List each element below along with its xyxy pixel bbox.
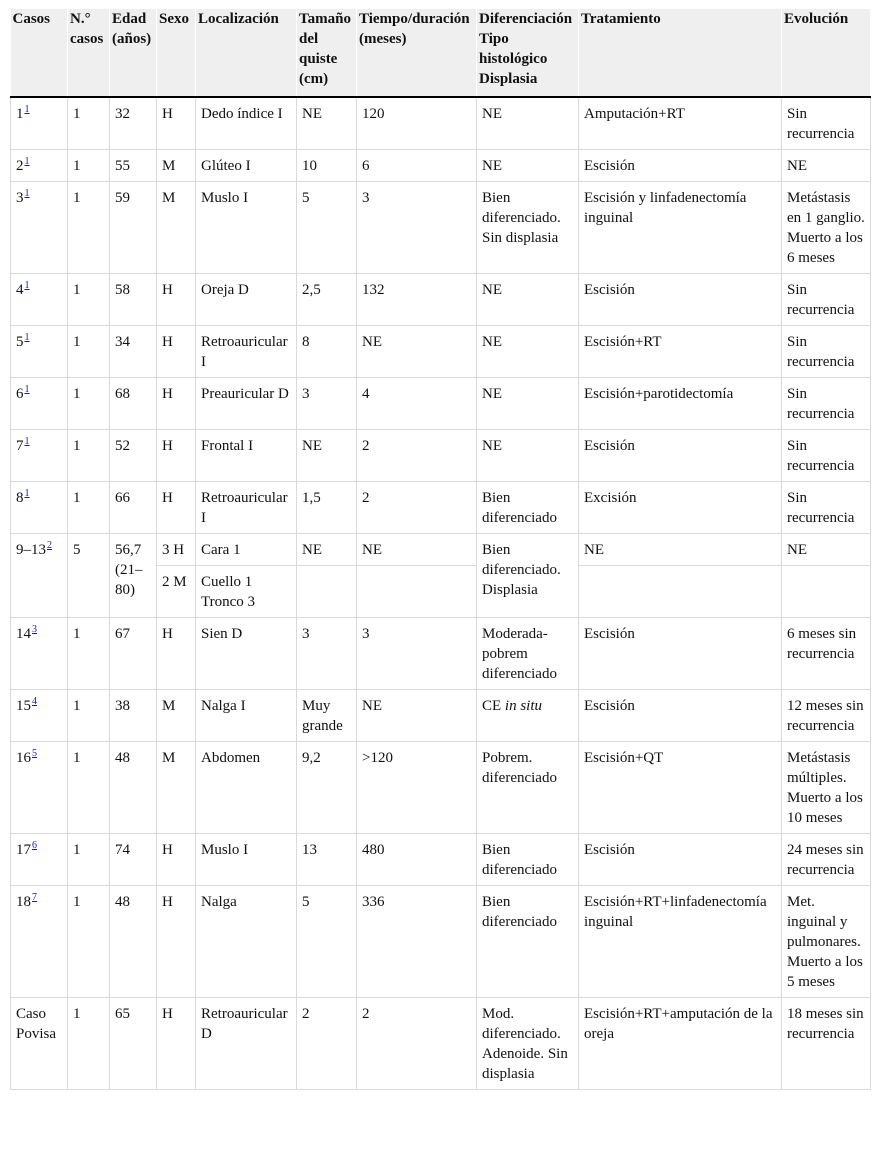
table-row xyxy=(11,97,871,150)
cell-tamano: 1,5 xyxy=(297,482,357,534)
cell-tiempo: 3 xyxy=(357,618,477,690)
reference-link[interactable]: 3 xyxy=(32,624,37,635)
cell-n-casos: 1 xyxy=(68,834,110,886)
case-label: 15 xyxy=(16,698,31,714)
cell-tamano: 2 xyxy=(297,998,357,1090)
table-container xyxy=(10,9,870,1090)
cell-n-casos: 1 xyxy=(68,482,110,534)
cell-evolucion: Sin recurrencia xyxy=(782,274,871,326)
cell-tamano: 13 xyxy=(297,834,357,886)
cell-edad: 48 xyxy=(110,742,157,834)
cell-edad: 38 xyxy=(110,690,157,742)
cell-diferenciacion: Bien diferenciado. Displasia xyxy=(477,534,579,618)
cell-edad: 68 xyxy=(110,378,157,430)
cell-tiempo: 336 xyxy=(357,886,477,998)
cell-tratamiento: Escisión+RT+linfadenectomía inguinal xyxy=(579,886,782,998)
table-row xyxy=(11,886,871,998)
cell-n-casos: 1 xyxy=(68,150,110,182)
cell-evolucion: Sin recurrencia xyxy=(782,326,871,378)
cell-n-casos: 1 xyxy=(68,690,110,742)
cell-tratamiento: Escisión xyxy=(579,618,782,690)
cell-tratamiento: Escisión+RT xyxy=(579,326,782,378)
cell-localizacion: Retroauricular I xyxy=(196,482,297,534)
cell-n-casos: 5 xyxy=(68,534,110,618)
cell-localizacion: Cuello 1 Tronco 3 xyxy=(196,566,297,618)
cell-evolucion: 18 meses sin recurrencia xyxy=(782,998,871,1090)
cell-diferenciacion: Bien diferenciado xyxy=(477,886,579,998)
cell-tiempo: NE xyxy=(357,534,477,566)
case-label: 16 xyxy=(16,750,31,766)
cell-diferenciacion xyxy=(477,690,579,742)
cell-tratamiento: Escisión xyxy=(579,690,782,742)
cell-tamano: 5 xyxy=(297,886,357,998)
cell-sexo: H xyxy=(157,482,196,534)
cell-localizacion: Muslo I xyxy=(196,182,297,274)
cell-sexo: M xyxy=(157,742,196,834)
cell-sexo: H xyxy=(157,618,196,690)
cell-sexo: H xyxy=(157,97,196,150)
case-label: 18 xyxy=(16,894,31,910)
cell-tamano: Muy grande xyxy=(297,690,357,742)
cell-tiempo xyxy=(357,566,477,618)
header-row xyxy=(11,9,871,97)
cell-tratamiento xyxy=(579,566,782,618)
cell-tratamiento: NE xyxy=(579,534,782,566)
case-label: 6 xyxy=(16,386,24,402)
cell-edad: 52 xyxy=(110,430,157,482)
cell-diferenciacion: NE xyxy=(477,97,579,150)
table-row xyxy=(11,534,871,566)
cell-evolucion: NE xyxy=(782,534,871,566)
header-casos: Casos xyxy=(11,9,68,97)
cell-evolucion: Metástasis múltiples. Muerto a los 10 meses xyxy=(782,742,871,834)
cell-tamano: 8 xyxy=(297,326,357,378)
table-row xyxy=(11,834,871,886)
cell-evolucion: NE xyxy=(782,150,871,182)
cell-localizacion: Muslo I xyxy=(196,834,297,886)
reference-link[interactable]: 1 xyxy=(24,280,30,291)
cell-edad: 48 xyxy=(110,886,157,998)
header-diferenciacion: Diferenciación Tipo histológico Displasia xyxy=(477,9,579,97)
cell-evolucion: Sin recurrencia xyxy=(782,97,871,150)
cell-tratamiento: Escisión xyxy=(579,274,782,326)
table-row xyxy=(11,326,871,378)
cell-tamano: 9,2 xyxy=(297,742,357,834)
cell-caso xyxy=(11,378,68,430)
cell-diferenciacion: Moderada-pobrem diferenciado xyxy=(477,618,579,690)
case-label: 8 xyxy=(16,490,24,506)
cell-caso xyxy=(11,886,68,998)
cell-evolucion: Sin recurrencia xyxy=(782,430,871,482)
table-row xyxy=(11,182,871,274)
cell-evolucion: 24 meses sin recurrencia xyxy=(782,834,871,886)
cell-tiempo: NE xyxy=(357,326,477,378)
cell-caso xyxy=(11,274,68,326)
cell-n-casos: 1 xyxy=(68,97,110,150)
cell-edad: 56,7 (21–80) xyxy=(110,534,157,618)
cell-diferenciacion: Bien diferenciado xyxy=(477,834,579,886)
cell-localizacion: Abdomen xyxy=(196,742,297,834)
cell-localizacion: Oreja D xyxy=(196,274,297,326)
header-n-casos: N.° casos xyxy=(68,9,110,97)
table-row xyxy=(11,690,871,742)
reference-link[interactable]: 7 xyxy=(32,892,37,903)
case-label: 3 xyxy=(16,190,24,206)
cell-sexo: H xyxy=(157,886,196,998)
cell-n-casos: 1 xyxy=(68,274,110,326)
cell-edad: 66 xyxy=(110,482,157,534)
cell-n-casos: 1 xyxy=(68,618,110,690)
cell-edad: 34 xyxy=(110,326,157,378)
cell-caso xyxy=(11,482,68,534)
header-sexo: Sexo xyxy=(157,9,196,97)
cell-tiempo: 3 xyxy=(357,182,477,274)
cell-tratamiento: Escisión+parotidectomía xyxy=(579,378,782,430)
cell-caso xyxy=(11,618,68,690)
cell-sexo: 3 H xyxy=(157,534,196,566)
cell-localizacion: Preauricular D xyxy=(196,378,297,430)
cell-tratamiento: Amputación+RT xyxy=(579,97,782,150)
cell-tamano: NE xyxy=(297,97,357,150)
cell-caso xyxy=(11,182,68,274)
table-row xyxy=(11,618,871,690)
cell-tiempo: 480 xyxy=(357,834,477,886)
header-tratamiento: Tratamiento xyxy=(579,9,782,97)
cell-n-casos: 1 xyxy=(68,742,110,834)
cell-edad: 59 xyxy=(110,182,157,274)
cell-caso xyxy=(11,326,68,378)
cell-caso xyxy=(11,150,68,182)
cell-tiempo: 2 xyxy=(357,998,477,1090)
reference-link[interactable]: 6 xyxy=(32,840,37,851)
cell-sexo: H xyxy=(157,378,196,430)
cell-tamano: NE xyxy=(297,430,357,482)
cell-tamano xyxy=(297,566,357,618)
cell-tiempo: 6 xyxy=(357,150,477,182)
cell-n-casos: 1 xyxy=(68,998,110,1090)
reference-link[interactable]: 1 xyxy=(24,384,30,395)
cell-edad: 74 xyxy=(110,834,157,886)
cell-evolucion: Sin recurrencia xyxy=(782,378,871,430)
header-edad: Edad (años) xyxy=(110,9,157,97)
cell-sexo: M xyxy=(157,150,196,182)
cell-tamano: 3 xyxy=(297,618,357,690)
cell-tiempo: 4 xyxy=(357,378,477,430)
cell-diferenciacion: NE xyxy=(477,274,579,326)
cell-evolucion: Met. inguinal y pulmonares. Muerto a los 5 meses xyxy=(782,886,871,998)
table-body xyxy=(11,97,871,1090)
cell-diferenciacion: Bien diferenciado xyxy=(477,482,579,534)
case-label: 14 xyxy=(16,626,31,642)
table-row xyxy=(11,274,871,326)
cell-tamano: 3 xyxy=(297,378,357,430)
cell-localizacion: Cara 1 xyxy=(196,534,297,566)
diferenciacion-italic: in situ xyxy=(504,698,543,714)
cell-n-casos: 1 xyxy=(68,326,110,378)
reference-link[interactable]: 1 xyxy=(24,188,30,199)
cell-localizacion: Dedo índice I xyxy=(196,97,297,150)
cell-localizacion: Glúteo I xyxy=(196,150,297,182)
diferenciacion-text: CE xyxy=(482,698,505,714)
cell-sexo: H xyxy=(157,274,196,326)
cell-n-casos: 1 xyxy=(68,378,110,430)
cell-n-casos: 1 xyxy=(68,886,110,998)
cell-tratamiento: Escisión xyxy=(579,430,782,482)
cell-tratamiento: Excisión xyxy=(579,482,782,534)
cell-tamano: 2,5 xyxy=(297,274,357,326)
table-row xyxy=(11,742,871,834)
cell-edad: 67 xyxy=(110,618,157,690)
cell-tiempo: 2 xyxy=(357,430,477,482)
cell-tratamiento: Escisión xyxy=(579,150,782,182)
cell-tratamiento: Escisión y linfadenectomía inguinal xyxy=(579,182,782,274)
cell-edad: 32 xyxy=(110,97,157,150)
reference-link[interactable]: 1 xyxy=(24,332,30,343)
cell-edad: 65 xyxy=(110,998,157,1090)
cell-localizacion: Retroauricular D xyxy=(196,998,297,1090)
cell-edad: 58 xyxy=(110,274,157,326)
cell-diferenciacion: NE xyxy=(477,378,579,430)
cell-diferenciacion: Pobrem. diferenciado xyxy=(477,742,579,834)
reference-link[interactable]: 1 xyxy=(24,156,30,167)
cell-tamano: 10 xyxy=(297,150,357,182)
table-row xyxy=(11,378,871,430)
cell-caso xyxy=(11,742,68,834)
cell-evolucion: 12 meses sin recurrencia xyxy=(782,690,871,742)
cell-tratamiento: Escisión+QT xyxy=(579,742,782,834)
cell-n-casos: 1 xyxy=(68,182,110,274)
cell-caso xyxy=(11,834,68,886)
cell-sexo: H xyxy=(157,998,196,1090)
cell-tiempo: NE xyxy=(357,690,477,742)
cell-localizacion: Nalga I xyxy=(196,690,297,742)
reference-link[interactable]: 1 xyxy=(24,488,30,499)
cell-edad: 55 xyxy=(110,150,157,182)
cell-sexo: M xyxy=(157,690,196,742)
cell-caso xyxy=(11,534,68,618)
case-label: 5 xyxy=(16,334,24,350)
cell-n-casos: 1 xyxy=(68,430,110,482)
cell-tratamiento: Escisión xyxy=(579,834,782,886)
cell-sexo: M xyxy=(157,182,196,274)
cell-tiempo: 2 xyxy=(357,482,477,534)
cell-evolucion: 6 meses sin recurrencia xyxy=(782,618,871,690)
cell-diferenciacion: NE xyxy=(477,150,579,182)
case-label: 7 xyxy=(16,438,24,454)
cell-tiempo: 120 xyxy=(357,97,477,150)
table-row xyxy=(11,482,871,534)
cell-caso xyxy=(11,430,68,482)
reference-link[interactable]: 2 xyxy=(47,540,52,551)
cell-evolucion: Metástasis en 1 ganglio. Muerto a los 6 meses xyxy=(782,182,871,274)
cell-sexo: 2 M xyxy=(157,566,196,618)
case-label: Caso Povisa xyxy=(16,1006,57,1042)
header-evolucion: Evolución xyxy=(782,9,871,97)
table-row xyxy=(11,150,871,182)
cell-sexo: H xyxy=(157,430,196,482)
cell-diferenciacion: Bien diferenciado. Sin displasia xyxy=(477,182,579,274)
cell-diferenciacion: Mod. diferenciado. Adenoide. Sin displasia xyxy=(477,998,579,1090)
cell-sexo: H xyxy=(157,326,196,378)
case-label: 2 xyxy=(16,158,24,174)
case-label: 9–13 xyxy=(16,542,46,558)
cell-tamano: 5 xyxy=(297,182,357,274)
header-tiempo: Tiempo/duración (meses) xyxy=(357,9,477,97)
cell-tiempo: >120 xyxy=(357,742,477,834)
cell-caso xyxy=(11,97,68,150)
cases-table xyxy=(10,9,871,1090)
case-label: 17 xyxy=(16,842,31,858)
cell-diferenciacion: NE xyxy=(477,326,579,378)
case-label: 4 xyxy=(16,282,24,298)
reference-link[interactable]: 5 xyxy=(32,748,37,759)
reference-link[interactable]: 1 xyxy=(24,436,30,447)
cell-localizacion: Frontal I xyxy=(196,430,297,482)
cell-tamano: NE xyxy=(297,534,357,566)
cell-diferenciacion: NE xyxy=(477,430,579,482)
cell-localizacion: Sien D xyxy=(196,618,297,690)
cell-sexo: H xyxy=(157,834,196,886)
reference-link[interactable]: 1 xyxy=(24,104,30,115)
cell-evolucion xyxy=(782,566,871,618)
header-tamano: Tamaño del quiste (cm) xyxy=(297,9,357,97)
cell-tiempo: 132 xyxy=(357,274,477,326)
cell-localizacion: Retroauricular I xyxy=(196,326,297,378)
case-label: 1 xyxy=(16,106,24,122)
cell-localizacion: Nalga xyxy=(196,886,297,998)
cell-caso xyxy=(11,690,68,742)
header-localizacion: Localización xyxy=(196,9,297,97)
cell-caso xyxy=(11,998,68,1090)
cell-tratamiento: Escisión+RT+amputación de la oreja xyxy=(579,998,782,1090)
table-row xyxy=(11,998,871,1090)
reference-link[interactable]: 4 xyxy=(32,696,37,707)
cell-evolucion: Sin recurrencia xyxy=(782,482,871,534)
table-row xyxy=(11,430,871,482)
